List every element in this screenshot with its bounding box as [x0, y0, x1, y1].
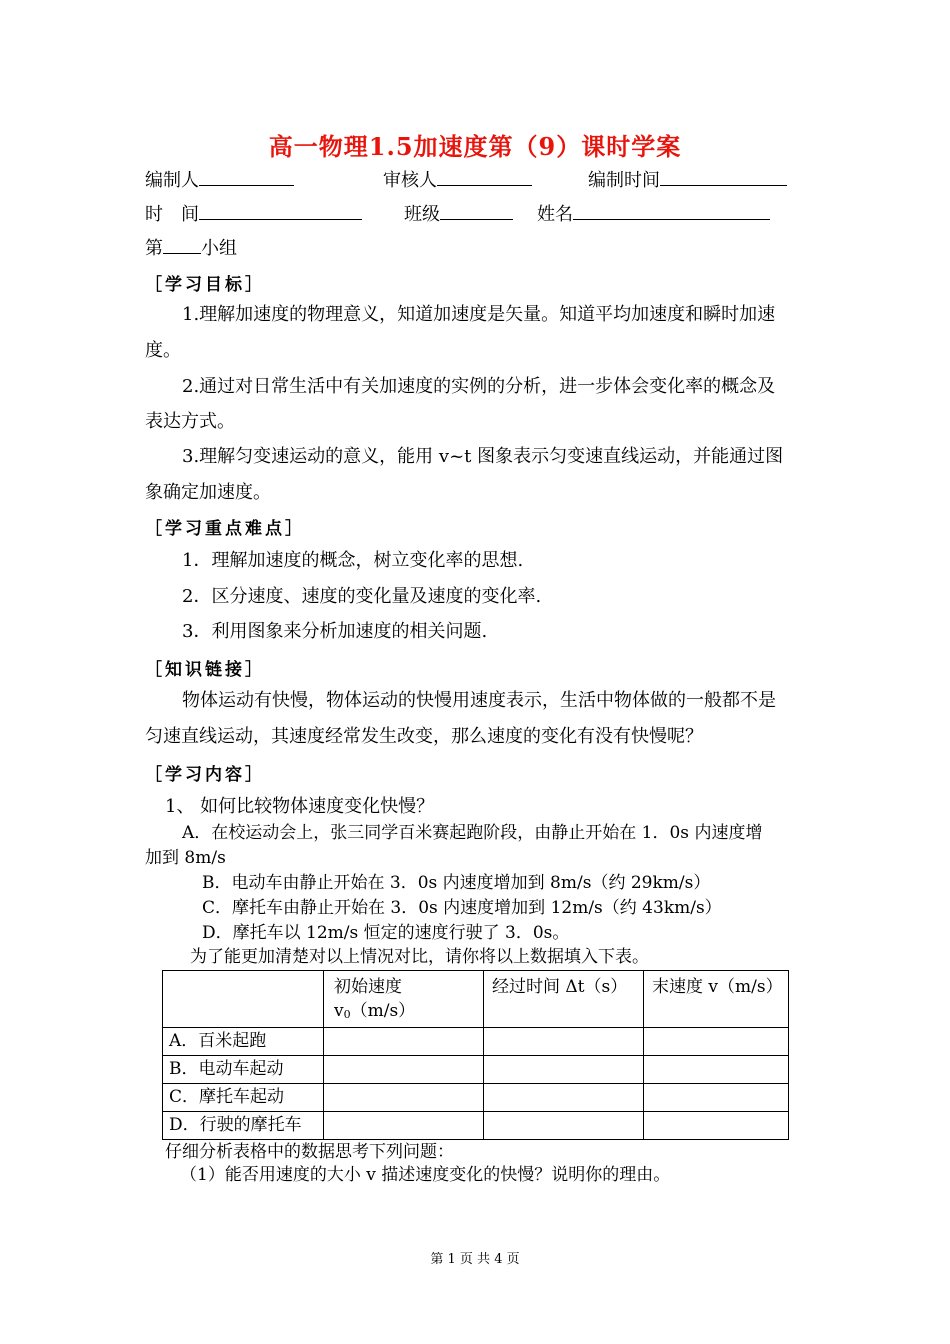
- row-label: D．行驶的摩托车: [163, 1112, 324, 1140]
- goal-line: 象确定加速度。: [145, 482, 271, 503]
- key-point: 1．理解加速度的概念，树立变化率的思想.: [182, 550, 524, 571]
- question-1: （1）能否用速度的大小 v 描述速度变化的快慢？说明你的理由。: [180, 1165, 671, 1185]
- group-field: [145, 235, 237, 261]
- item-b: B．电动车由静止开始在 3．0s 内速度增加到 8m/s（约 29km/s）: [202, 873, 711, 893]
- question-heading: 1、 如何比较物体速度变化快慢？: [165, 796, 435, 817]
- input-cell[interactable]: [644, 1056, 789, 1084]
- input-cell[interactable]: [484, 1056, 644, 1084]
- knowledge-link-heading: ［知识链接］: [145, 660, 265, 680]
- table-header-initial-velocity: 初始速度 v0（m/s）: [324, 971, 484, 1028]
- time-blank: [199, 201, 362, 220]
- table-row: [163, 1112, 789, 1140]
- group-blank: [163, 235, 201, 254]
- table-row: [163, 1056, 789, 1084]
- row-label: C．摩托车起动: [163, 1084, 324, 1112]
- input-cell[interactable]: [644, 1084, 789, 1112]
- knowledge-link-text: 匀速直线运动，其速度经常发生改变，那么速度的变化有没有快慢呢？: [145, 726, 703, 747]
- content-heading: ［学习内容］: [145, 765, 265, 785]
- input-cell[interactable]: [644, 1028, 789, 1056]
- time-label: 时 间: [145, 204, 199, 225]
- item-c: C．摩托车由静止开始在 3．0s 内速度增加到 12m/s（约 43km/s）: [202, 898, 722, 918]
- edit-time-blank: [660, 167, 787, 186]
- edit-time-label: 编制时间: [588, 170, 660, 191]
- table-header-final-velocity: 末速度 v（m/s）: [644, 971, 789, 1028]
- input-cell[interactable]: [324, 1056, 484, 1084]
- goal-line: 表达方式。: [145, 411, 235, 432]
- input-cell[interactable]: [484, 1028, 644, 1056]
- row-label: B．电动车起动: [163, 1056, 324, 1084]
- editor-field: [145, 167, 294, 193]
- after-table-text: 仔细分析表格中的数据思考下列问题：: [165, 1142, 454, 1162]
- table-header-empty: [163, 971, 324, 1028]
- input-cell[interactable]: [324, 1112, 484, 1140]
- goal-line: 2.通过对日常生活中有关加速度的实例的分析，进一步体会变化率的概念及: [182, 376, 776, 397]
- reviewer-field: [383, 167, 532, 193]
- table-row: [163, 1028, 789, 1056]
- table-header-row: [163, 971, 789, 1028]
- goal-line: 1.理解加速度的物理意义，知道加速度是矢量。知道平均加速度和瞬时加速: [182, 304, 776, 325]
- class-label: 班级: [404, 204, 440, 225]
- page-title: 高一物理1.5加速度第（9）课时学案: [268, 132, 682, 161]
- goal-line: 3.理解匀变速运动的意义，能用 v~t 图象表示匀变速直线运动，并能通过图: [182, 446, 784, 467]
- reviewer-blank: [437, 167, 532, 186]
- group-prefix: 第: [145, 238, 163, 259]
- page-footer: 第 1 页 共 4 页: [430, 1252, 520, 1267]
- table-header-elapsed-time: 经过时间 Δt（s）: [484, 971, 644, 1028]
- key-point: 3．利用图象来分析加速度的相关问题.: [182, 621, 488, 642]
- reviewer-label: 审核人: [383, 170, 437, 191]
- name-field: [537, 201, 770, 227]
- goals-heading: ［学习目标］: [145, 275, 265, 295]
- knowledge-link-text: 物体运动有快慢，物体运动的快慢用速度表示，生活中物体做的一般都不是: [182, 690, 776, 711]
- item-d: D．摩托车以 12m/s 恒定的速度行驶了 3．0s。: [202, 923, 570, 943]
- input-cell[interactable]: [484, 1112, 644, 1140]
- key-point: 2．区分速度、速度的变化量及速度的变化率.: [182, 586, 542, 607]
- name-blank: [573, 201, 770, 220]
- name-label: 姓名: [537, 204, 573, 225]
- input-cell[interactable]: [324, 1028, 484, 1056]
- group-suffix: 小组: [201, 238, 237, 259]
- table-intro: 为了能更加清楚对以上情况对比，请你将以上数据填入下表。: [190, 947, 649, 967]
- class-field: [404, 201, 513, 227]
- input-cell[interactable]: [644, 1112, 789, 1140]
- editor-blank: [199, 167, 294, 186]
- input-cell[interactable]: [324, 1084, 484, 1112]
- input-cell[interactable]: [484, 1084, 644, 1112]
- editor-label: 编制人: [145, 170, 199, 191]
- row-label: A．百米起跑: [163, 1028, 324, 1056]
- item-a-cont: 加到 8m/s: [145, 848, 226, 868]
- key-points-heading: ［学习重点难点］: [145, 519, 305, 539]
- data-table: [162, 970, 789, 1140]
- edit-time-field: [588, 167, 787, 193]
- time-field: [145, 201, 362, 227]
- class-blank: [440, 201, 513, 220]
- goal-line: 度。: [145, 340, 181, 361]
- table-row: [163, 1084, 789, 1112]
- item-a: A．在校运动会上，张三同学百米赛起跑阶段，由静止开始在 1．0s 内速度增: [182, 823, 763, 843]
